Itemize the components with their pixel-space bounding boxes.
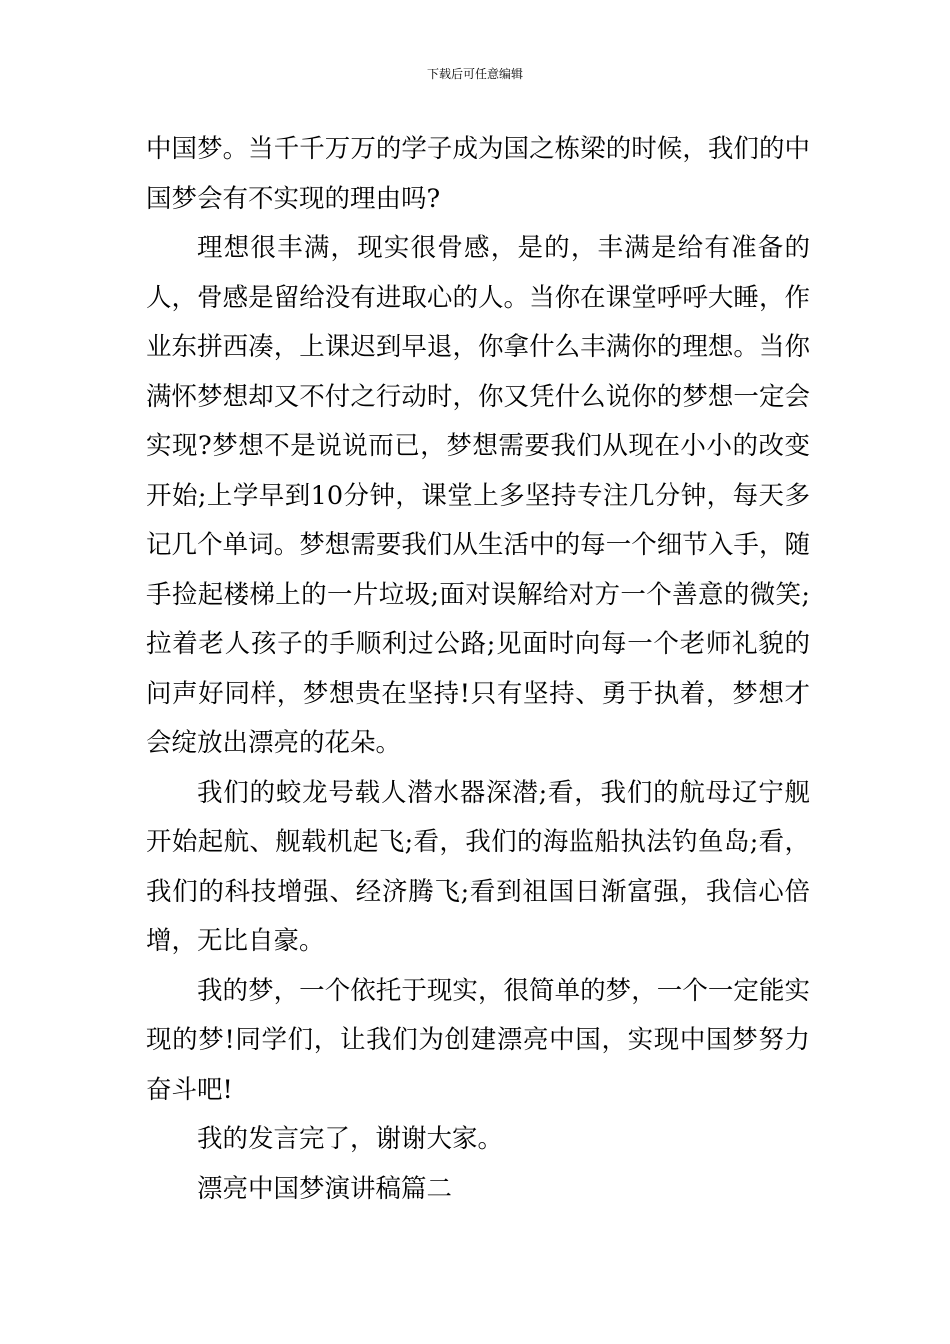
paragraph-ideals: 理想很丰满，现实很骨感，是的，丰满是给有准备的人，骨感是留给没有进取心的人。当你在课堂呼呼大睡，作业东拼西凑，上课迟到早退，你拿什么丰满你的理想。当你满怀梦想却又不付之行动时，你又凭什么说你的梦想一定会实现?梦想不是说说而已，梦想需要我们从现在小小的改变开始;上学早到10分钟，课堂上多坚持专注几分钟，每天多记几个单词。梦想需要我们从生活中的每一个细节入手，随手捡起楼梯上的一片垃圾;面对误解给对方一个善意的微笑;拉着老人孩子的手顺利过公路;见面时向每一个老师礼貌的问声好同样，梦想贵在坚持!只有坚持、勇于执着，梦想才会绽放出漂亮的花朵。 [146,233,810,758]
section-title-next: 漂亮中国梦演讲稿篇二 [197,1173,453,1204]
paragraph-achievements: 我们的蛟龙号载人潜水器深潜;看，我们的航母辽宁舰开始起航、舰载机起飞;看，我们的海监船执法钓鱼岛;看，我们的科技增强、经济腾飞;看到祖国日渐富强，我信心倍增，无比自豪。 [146,777,810,956]
paragraph-continuation: 中国梦。当千千万万的学子成为国之栋梁的时候，我们的中国梦会有不实现的理由吗? [146,134,810,214]
paragraph-closing: 我的发言完了，谢谢大家。 [197,1124,504,1154]
page-header-note: 下载后可任意编辑 [426,67,523,81]
document-body [146,125,810,1214]
paragraph-my-dream: 我的梦，一个依托于现实，很简单的梦，一个一定能实现的梦!同学们，让我们为创建漂亮中国，实现中国梦努力奋斗吧! [146,975,810,1105]
